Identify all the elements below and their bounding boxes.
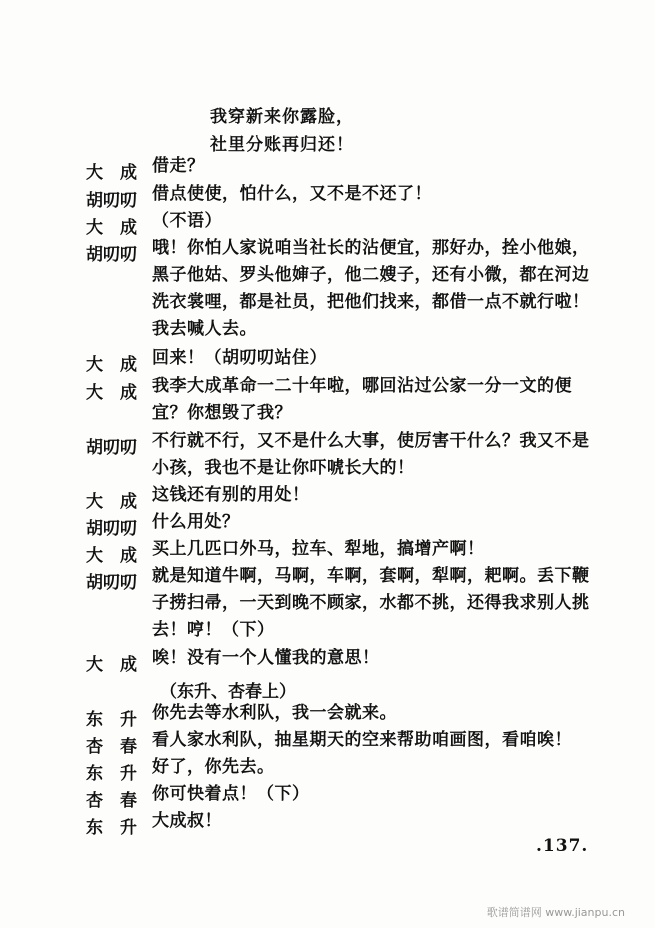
speaker: 东 升 [86,764,137,784]
speaker: 大 成 [86,546,137,566]
watermark: 歌谱简谱网 www.jianpu.cn [486,906,625,919]
dialogue-text: 哦！你怕人家说咱当社长的沾便宜，那好办，拴小他娘，黑子他姑、罗头他婶子，他二嫂子，还有小微，都在河边洗衣裳哩，都是社员，把他们找来，都借一点不就行啦！我去喊人去。 [152,238,590,339]
speaker: 杏 春 [86,737,137,757]
speaker: 大 成 [86,655,137,675]
dialogue-text: 我李大成革命一二十年啦，哪回沾过公家一分一文的便宜？你想毁了我？ [152,376,572,423]
speaker: 大 成 [86,163,137,183]
speaker: 大 成 [86,383,137,403]
speaker: 大 成 [86,218,137,238]
speaker: 杏 春 [86,791,137,811]
dialogue-text: 什么用处？ [152,512,240,532]
dialogue-text: 这钱还有别的用处！ [152,485,310,505]
dialogue-text: 唉！没有一个人懂我的意思！ [152,648,380,668]
dialogue-text: 买上几匹口外马，拉车、犁地，搞增产啊！ [152,539,485,559]
speaker: 东 升 [86,818,137,838]
dialogue-text: （不语） [152,211,222,231]
page-number: .137. [536,836,589,856]
speaker: 大 成 [86,355,137,375]
speaker: 胡叨叨 [86,245,137,265]
speaker: 胡叨叨 [86,191,137,211]
speaker: 胡叨叨 [86,438,137,458]
dialogue-text: 借点使使，怕什么，又不是不还了！ [152,184,432,204]
speaker: 胡叨叨 [86,519,137,539]
dialogue-text: 大成叔！ [152,811,222,831]
speaker: 胡叨叨 [86,573,137,593]
dialogue-text: 就是知道牛啊，马啊，车啊，套啊，犁啊，耙啊。丢下鞭子捞扫帚，一天到晚不顾家，水都不挑，还得我求别人挑去！哼！（下） [152,566,590,640]
stage-direction-text: （东升、杏春上） [160,682,296,702]
dialogue-text: 不行就不行，又不是什么大事，使厉害干什么？我又不是小孩，我也不是让你吓唬长大的！ [152,431,590,478]
dialogue-text: 你可快着点！（下） [152,784,310,804]
dialogue-text: 看人家水利队，抽星期天的空来帮助咱画图，看咱唉！ [152,730,572,750]
speaker: 东 升 [86,710,137,730]
speaker: 大 成 [86,492,137,512]
dialogue-text: 回来！（胡叨叨站住） [152,348,327,368]
dialogue-text: 借走？ [152,156,205,176]
dialogue-text: 好了，你先去。 [152,757,275,777]
verse-line-1: 我穿新来你露脸， [210,107,354,127]
dialogue-text: 你先去等水利队，我一会就来。 [152,703,397,723]
verse-line-2: 社里分账再归还！ [210,135,354,155]
